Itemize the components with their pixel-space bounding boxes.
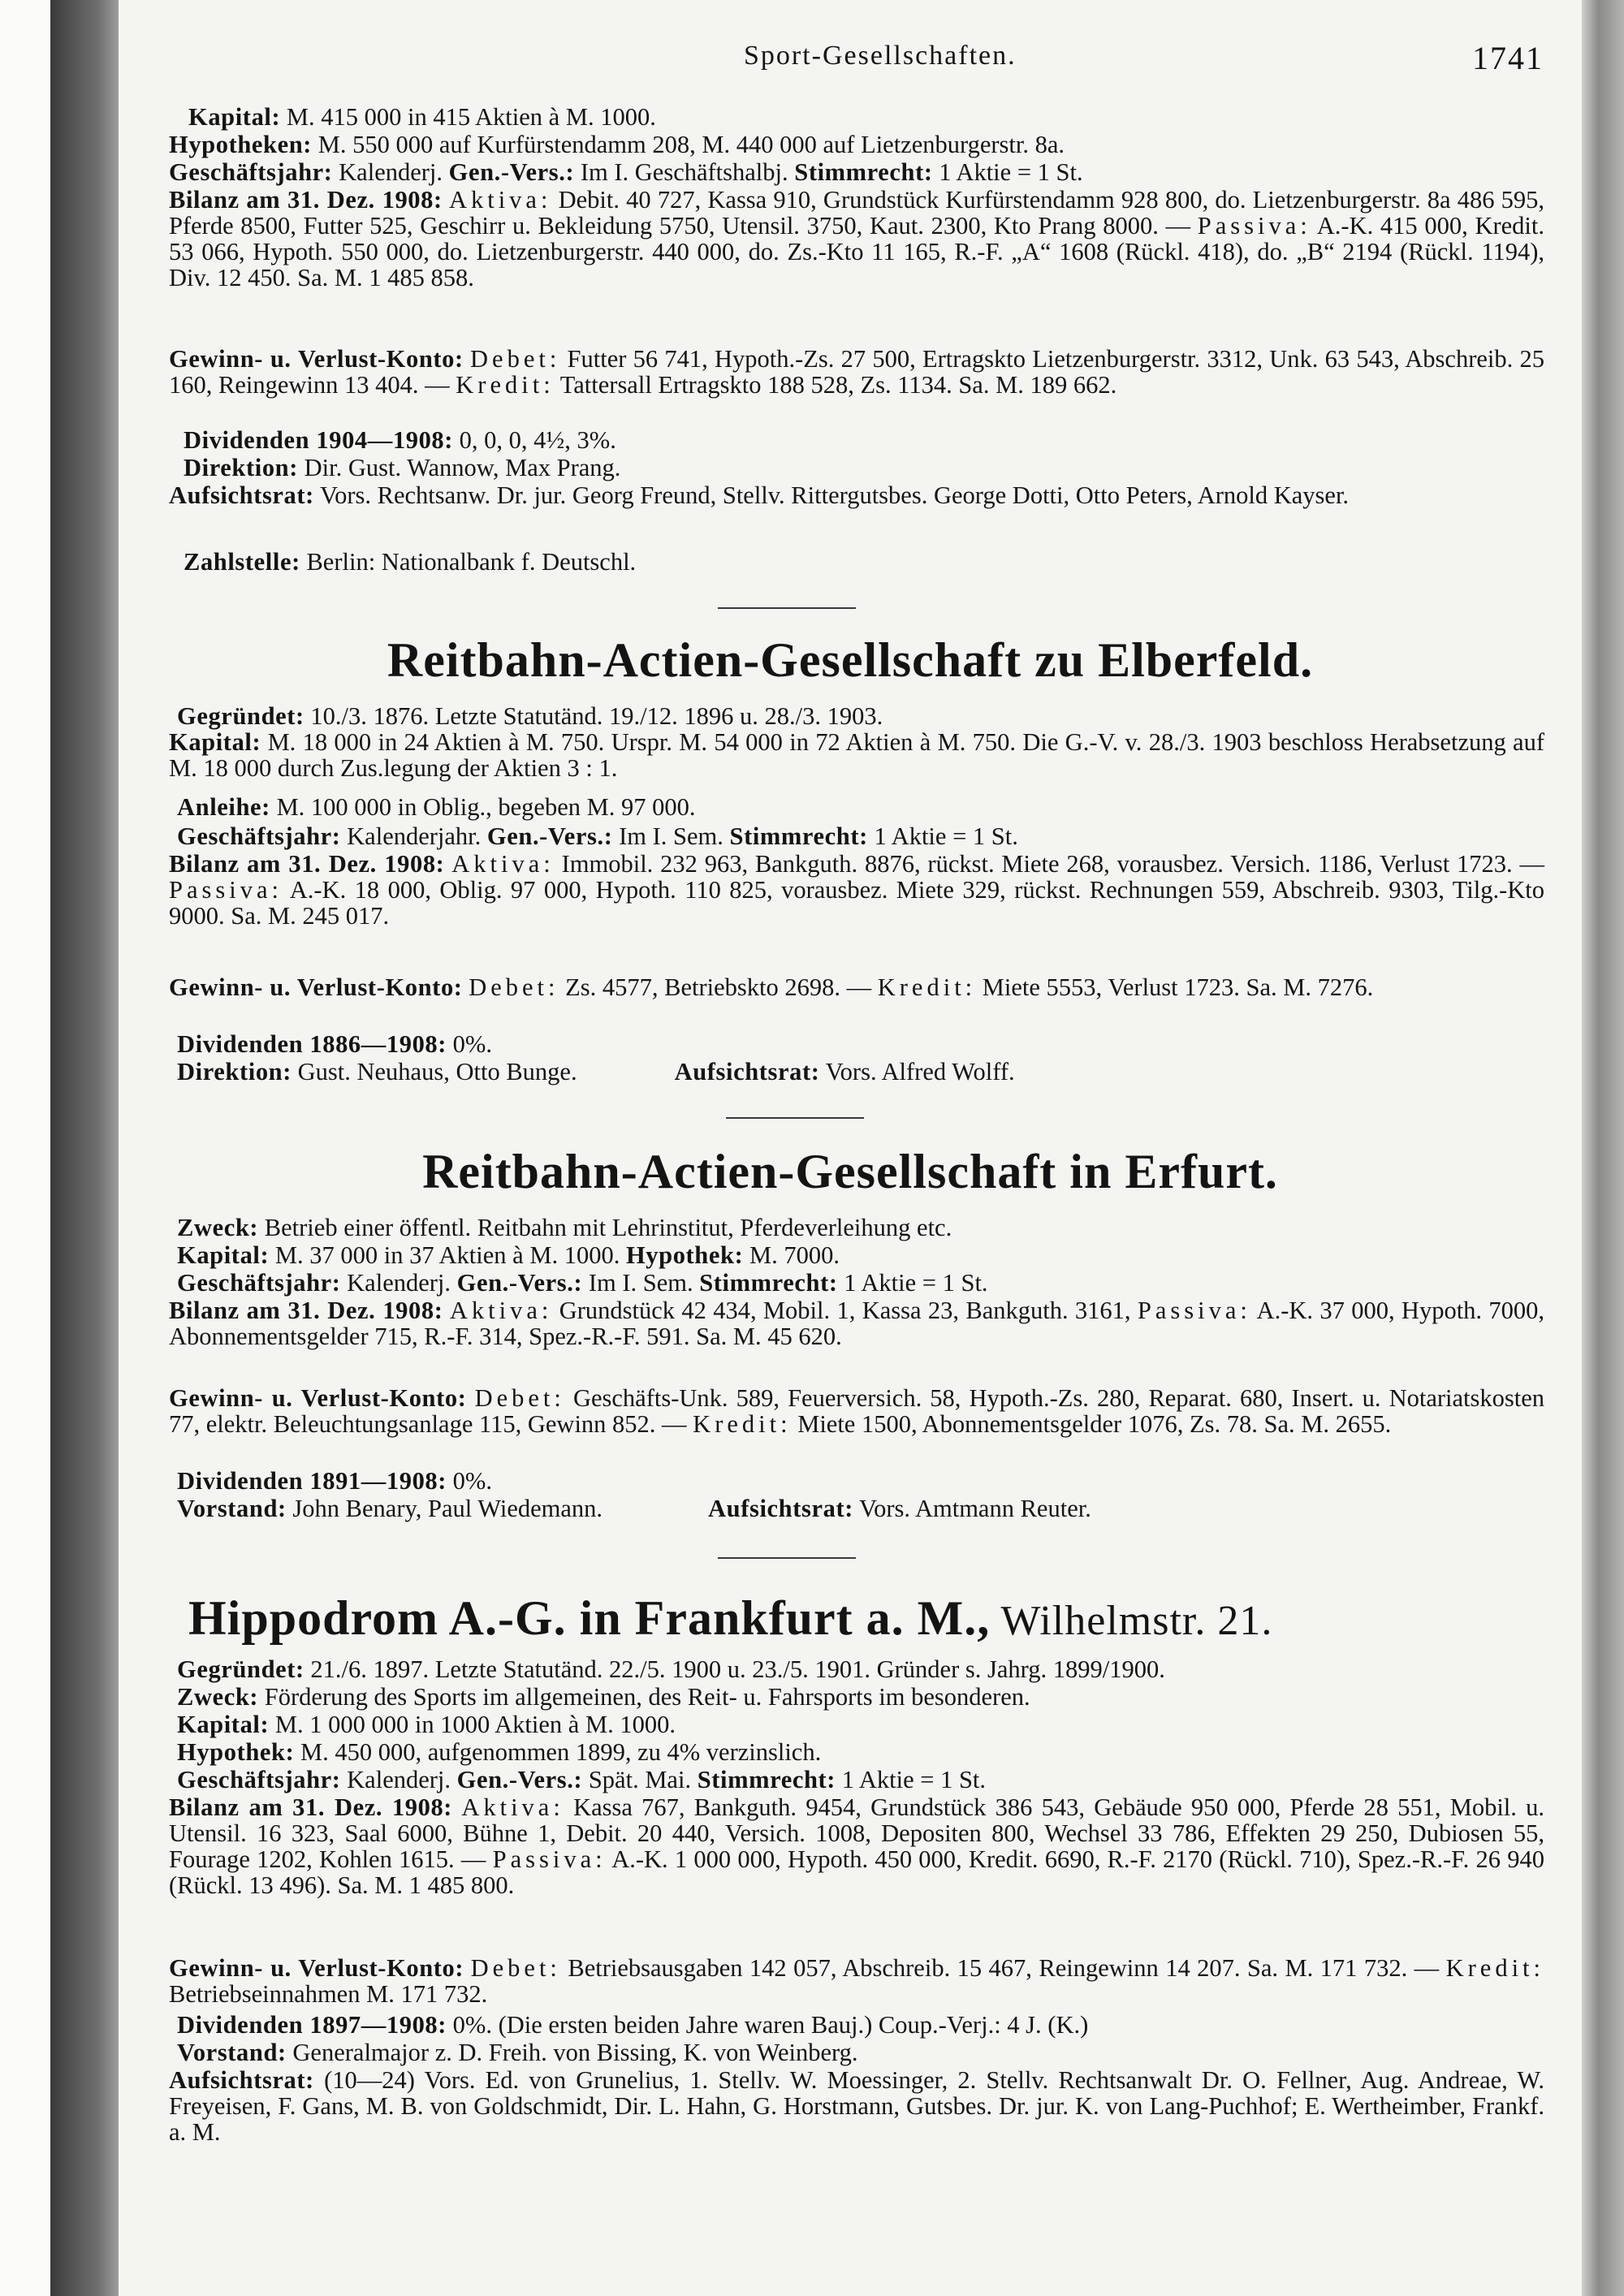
gen-vers-text: Im I. Sem. — [612, 822, 730, 850]
kapital-entry — [177, 1711, 1544, 1737]
aktiva-text: Grundstück 42 434, Mobil. 1, Kassa 23, Bankguth. 3161, — [552, 1297, 1138, 1324]
passiva-text: A.-K. 18 000, Oblig. 97 000, Hypoth. 110 825, vorausbez. Miete 329, rückst. Rechnungen 559, Abschreib. 9303, Tilg.-Kto 9000. Sa. M. 245 017. — [169, 876, 1544, 930]
gen-vers-text: Spät. Mai. — [582, 1766, 698, 1793]
kapital-label: Kapital: — [188, 103, 281, 131]
dividenden-entry — [177, 1031, 1544, 1057]
gewinn-entry — [169, 346, 1544, 398]
stimmrecht-text: 1 Aktie = 1 St. — [836, 1766, 987, 1793]
company-title-main: Hippodrom A.-G. in Frankfurt a. M., — [188, 1591, 991, 1645]
direktion-text: Gust. Neuhaus, Otto Bunge. — [292, 1058, 577, 1085]
hypothek-label: Hypothek: — [177, 1738, 295, 1766]
debet-label: Debet: — [470, 345, 561, 373]
geschaeftsjahr-entry — [169, 159, 1544, 185]
bilanz-label: Bilanz am 31. Dez. 1908: — [169, 850, 445, 878]
document-page — [119, 0, 1582, 2296]
dividenden-label: Dividenden 1886—1908: — [177, 1030, 447, 1058]
passiva-label: Passiva: — [492, 1845, 607, 1873]
gewinn-entry — [169, 1385, 1544, 1437]
dividenden-text: 0%. — [447, 1030, 492, 1058]
dividenden-text: 0%. (Die ersten beiden Jahre waren Bauj.) Coup.-Verj.: 4 J. (K.) — [447, 2011, 1089, 2039]
kredit-label: Kredit: — [1445, 1954, 1544, 1982]
kapital-text: M. 18 000 in 24 Aktien à M. 750. Urspr. M. 54 000 in 72 Aktien à M. 750. Die G.-V. v. 28./3. 1903 beschloss Herabsetzung auf M. 18 000 durch Zus.legung der Aktien 3 : 1. — [169, 728, 1544, 782]
vorstand-entry — [177, 1495, 1544, 1521]
hypothek-text: M. 7000. — [743, 1241, 840, 1269]
left-page-margin — [0, 0, 50, 2296]
vorstand-text: John Benary, Paul Wiedemann. — [286, 1495, 603, 1522]
zahlstelle-entry — [184, 549, 1544, 575]
zweck-text: Betrieb einer öffentl. Reitbahn mit Lehrinstitut, Pferdeverleihung etc. — [258, 1214, 952, 1241]
aufsichtsrat-text: Vors. Amtmann Reuter. — [853, 1495, 1091, 1522]
page-edge — [1582, 0, 1624, 2296]
stimmrecht-label: Stimmrecht: — [697, 1766, 836, 1793]
hypothek-text: M. 450 000, aufgenommen 1899, zu 4% verzinslich. — [294, 1738, 822, 1766]
company-title-erfurt: Reitbahn-Actien-Gesellschaft in Erfurt. — [422, 1145, 1278, 1198]
gegruendet-text: 10./3. 1876. Letzte Statutänd. 19./12. 1896 u. 28./3. 1903. — [304, 702, 883, 730]
kapital-entry — [177, 1242, 1544, 1268]
passiva-label: Passiva: — [169, 876, 283, 904]
gen-vers-text: Im I. Sem. — [582, 1269, 700, 1297]
gen-vers-label: Gen.-Vers.: — [486, 822, 613, 850]
zweck-label: Zweck: — [177, 1683, 259, 1711]
bilanz-entry — [169, 1794, 1544, 1898]
aufsichtsrat-entry — [169, 2067, 1544, 2145]
direktion-entry — [177, 1059, 1544, 1085]
company-address: Wilhelmstr. 21. — [990, 1598, 1273, 1644]
kapital-text: M. 1 000 000 in 1000 Aktien à M. 1000. — [269, 1711, 676, 1738]
geschaeftsjahr-label: Geschäftsjahr: — [177, 1766, 341, 1793]
section-divider — [718, 1557, 856, 1559]
direktion-text: Dir. Gust. Wannow, Max Prang. — [298, 454, 621, 481]
dividenden-entry — [184, 427, 1544, 453]
aufsichtsrat-text: (10—24) Vors. Ed. von Grunelius, 1. Stellv. W. Moessinger, 2. Stellv. Rechtsanwalt Dr. O. Fellner, Aug. Andreae, W. Freyeisen, F. Gans, M. B. von Goldschmidt, Dir. L. Hahn, G. Horstmann, Gutsbes. Dr. jur. K. von Lang-Puchhof; E. Wertheimber, Frankf. a. M. — [169, 2066, 1544, 2146]
section-divider — [726, 1117, 864, 1119]
gen-vers-text: Im I. Geschäftshalbj. — [574, 158, 795, 186]
zweck-entry — [177, 1215, 1544, 1241]
geschaeftsjahr-text: Kalenderj. — [332, 158, 449, 186]
vorstand-text: Generalmajor z. D. Freih. von Bissing, K. von Weinberg. — [286, 2039, 858, 2066]
anleihe-text: M. 100 000 in Oblig., begeben M. 97 000. — [270, 793, 696, 821]
zweck-text: Förderung des Sports im allgemeinen, des Reit- u. Fahrsports im besonderen. — [258, 1683, 1030, 1711]
kapital-label: Kapital: — [169, 728, 261, 756]
kredit-text: Miete 1500, Abonnementsgelder 1076, Zs. 78. Sa. M. 2655. — [791, 1410, 1392, 1438]
stimmrecht-label: Stimmrecht: — [699, 1269, 838, 1297]
debet-text: Zs. 4577, Betriebskto 2698. — — [559, 973, 878, 1001]
bilanz-label: Bilanz am 31. Dez. 1908: — [169, 1297, 443, 1324]
gewinn-entry — [169, 1955, 1544, 2007]
gen-vers-label: Gen.-Vers.: — [448, 158, 575, 186]
book-binding-shadow — [50, 0, 119, 2296]
dividenden-entry — [177, 1468, 1544, 1494]
debet-label: Debet: — [474, 1384, 565, 1412]
aufsichtsrat-entry — [169, 482, 1544, 508]
debet-text: Futter 56 741, Hypoth.-Zs. 27 500, Ertragskto Lietzenburgerstr. 3312, Unk. 63 543, Abschreib. 25 160, Reingewinn 13 404. — — [169, 345, 1544, 399]
kredit-label: Kredit: — [877, 973, 977, 1001]
aktiva-text: Immobil. 232 963, Bankguth. 8876, rückst. Miete 268, vorausbez. Versich. 1186, Verlust 1723. — — [554, 850, 1545, 878]
passiva-label: Passiva: — [1197, 212, 1311, 240]
passiva-text: A.-K. 1 000 000, Hypoth. 450 000, Kredit. 6690, R.-F. 2170 (Rückl. 710), Spez.-R.-F. 26 940 (Rückl. 13 496). Sa. M. 1 485 800. — [169, 1845, 1544, 1899]
section-divider — [718, 607, 856, 609]
debet-text: Betriebsausgaben 142 057, Abschreib. 15 467, Reingewinn 14 207. Sa. M. 171 732. — — [560, 1954, 1446, 1982]
debet-label: Debet: — [470, 1954, 561, 1982]
kapital-text: M. 415 000 in 415 Aktien à M. 1000. — [280, 103, 656, 131]
gewinn-label: Gewinn- u. Verlust-Konto: — [169, 345, 464, 373]
gewinn-label: Gewinn- u. Verlust-Konto: — [169, 973, 463, 1001]
gegruendet-label: Gegründet: — [177, 702, 304, 730]
kredit-text: Miete 5553, Verlust 1723. Sa. M. 7276. — [976, 973, 1374, 1001]
kapital-label: Kapital: — [177, 1241, 270, 1269]
aktiva-text: Kassa 767, Bankguth. 9454, Grundstück 386 543, Gebäude 950 000, Pferde 28 551, Mobil. u. Utensil. 16 323, Saal 6000, Bühne 1, Debit. 20 440, Versich. 1008, Depositen 800, Wechsel 33 786, Effekten 29 250, Dubiosen 55, Fourage 1202, Kohlen 1615. — — [169, 1793, 1545, 1873]
kredit-text: Betriebseinnahmen M. 171 732. — [169, 1980, 488, 2008]
bilanz-label: Bilanz am 31. Dez. 1908: — [169, 186, 443, 214]
aufsichtsrat-label: Aufsichtsrat: — [674, 1058, 820, 1085]
vorstand-entry — [177, 2039, 1544, 2065]
geschaeftsjahr-entry — [177, 823, 1544, 849]
aufsichtsrat-label: Aufsichtsrat: — [169, 2066, 314, 2094]
geschaeftsjahr-label: Geschäftsjahr: — [169, 158, 333, 186]
aktiva-label: Aktiva: — [451, 850, 555, 878]
aktiva-label: Aktiva: — [449, 1297, 553, 1324]
company-title-elberfeld: Reitbahn-Actien-Gesellschaft zu Elberfeld. — [387, 633, 1314, 687]
stimmrecht-text: 1 Aktie = 1 St. — [932, 158, 1083, 186]
aufsichtsrat-label: Aufsichtsrat: — [708, 1495, 853, 1522]
zweck-label: Zweck: — [177, 1214, 259, 1241]
vorstand-label: Vorstand: — [177, 2039, 287, 2066]
dividenden-text: 0, 0, 0, 4½, 3%. — [453, 426, 616, 454]
debet-label: Debet: — [469, 973, 559, 1001]
hypotheken-entry — [169, 132, 1544, 158]
dividenden-entry — [177, 2012, 1544, 2038]
aufsichtsrat-text: Vors. Rechtsanw. Dr. jur. Georg Freund, Stellv. Rittergutsbes. George Dotti, Otto Peters, Arnold Kayser. — [313, 481, 1350, 509]
direktion-entry — [184, 455, 1544, 481]
dividenden-label: Dividenden 1897—1908: — [177, 2011, 447, 2039]
aktiva-label: Aktiva: — [461, 1793, 564, 1821]
anleihe-label: Anleihe: — [177, 793, 270, 821]
dividenden-label: Dividenden 1904—1908: — [184, 426, 454, 454]
zweck-entry — [177, 1684, 1544, 1710]
anleihe-entry — [177, 794, 1544, 820]
hypotheken-label: Hypotheken: — [169, 131, 313, 158]
aktiva-text: Debit. 40 727, Kassa 910, Grundstück Kurfürstendamm 928 800, do. Lietzenburgerstr. 8a 486 595, Pferde 8500, Futter 525, Geschirr u. Bekleidung 5750, Utensil. 3750, Kaut. 2300, Kto Prang 8000. — — [169, 186, 1545, 240]
stimmrecht-label: Stimmrecht: — [729, 822, 868, 850]
gewinn-label: Gewinn- u. Verlust-Konto: — [169, 1384, 467, 1412]
geschaeftsjahr-text: Kalenderj. — [340, 1766, 457, 1793]
geschaeftsjahr-entry — [177, 1270, 1544, 1296]
bilanz-label: Bilanz am 31. Dez. 1908: — [169, 1793, 453, 1821]
gegruendet-label: Gegründet: — [177, 1655, 304, 1683]
passiva-text: A.-K. 415 000, Kredit. 53 066, Hypoth. 550 000, do. Lietzenburgerstr. 440 000, do. Zs.-Kto 11 165, R.-F. „A“ 1608 (Rückl. 418), do. „B“ 2194 (Rückl. 1194), Div. 12 450. Sa. M. 1 485 858. — [169, 212, 1544, 291]
direktion-label: Direktion: — [184, 454, 298, 481]
gewinn-entry — [169, 974, 1544, 1000]
zahlstelle-text: Berlin: Nationalbank f. Deutschl. — [300, 548, 637, 576]
geschaeftsjahr-text: Kalenderjahr. — [340, 822, 487, 850]
kapital-entry — [169, 729, 1544, 781]
gewinn-label: Gewinn- u. Verlust-Konto: — [169, 1954, 464, 1982]
gegruendet-text: 21./6. 1897. Letzte Statutänd. 22./5. 1900 u. 23./5. 1901. Gründer s. Jahrg. 1899/1900. — [304, 1655, 1165, 1683]
direktion-label: Direktion: — [177, 1058, 292, 1085]
kapital-label: Kapital: — [177, 1711, 270, 1738]
dividenden-text: 0%. — [447, 1467, 492, 1495]
hypothek-label: Hypothek: — [625, 1241, 744, 1269]
gen-vers-label: Gen.-Vers.: — [456, 1766, 583, 1793]
running-title: Sport-Gesellschaften. — [744, 41, 1017, 71]
stimmrecht-text: 1 Aktie = 1 St. — [867, 822, 1018, 850]
geschaeftsjahr-label: Geschäftsjahr: — [177, 822, 341, 850]
hypotheken-text: M. 550 000 auf Kurfürstendamm 208, M. 440 000 auf Lietzenburgerstr. 8a. — [312, 131, 1065, 158]
bilanz-entry — [169, 187, 1544, 291]
aktiva-label: Aktiva: — [448, 186, 552, 214]
dividenden-label: Dividenden 1891—1908: — [177, 1467, 447, 1495]
kredit-label: Kredit: — [693, 1410, 792, 1438]
kapital-text: M. 37 000 in 37 Aktien à M. 1000. — [269, 1241, 626, 1269]
kapital-entry — [188, 104, 1544, 130]
vorstand-label: Vorstand: — [177, 1495, 287, 1522]
stimmrecht-text: 1 Aktie = 1 St. — [837, 1269, 988, 1297]
page-number: 1741 — [1472, 40, 1544, 76]
company-title-hippodrom — [188, 1591, 1544, 1648]
hypothek-entry — [177, 1739, 1544, 1765]
passiva-text: A.-K. 37 000, Hypoth. 7000, Abonnementsgelder 715, R.-F. 314, Spez.-R.-F. 591. Sa. M. 45 620. — [169, 1297, 1545, 1350]
aufsichtsrat-label: Aufsichtsrat: — [169, 481, 314, 509]
passiva-label: Passiva: — [1137, 1297, 1251, 1324]
gegruendet-entry — [177, 1656, 1544, 1682]
gegruendet-entry — [177, 703, 1544, 729]
geschaeftsjahr-text: Kalenderj. — [340, 1269, 457, 1297]
kredit-text: Tattersall Ertragskto 188 528, Zs. 1134. Sa. M. 189 662. — [554, 371, 1117, 399]
kredit-label: Kredit: — [456, 371, 555, 399]
bilanz-entry — [169, 1297, 1544, 1349]
debet-text: Geschäfts-Unk. 589, Feuerversich. 58, Hypoth.-Zs. 280, Reparat. 680, Insert. u. Notariatskosten 77, elektr. Beleuchtungsanlage 115, Gewinn 852. — — [169, 1384, 1544, 1438]
zahlstelle-label: Zahlstelle: — [184, 548, 300, 576]
geschaeftsjahr-label: Geschäftsjahr: — [177, 1269, 341, 1297]
stimmrecht-label: Stimmrecht: — [794, 158, 933, 186]
aufsichtsrat-text: Vors. Alfred Wolff. — [819, 1058, 1015, 1085]
gen-vers-label: Gen.-Vers.: — [456, 1269, 583, 1297]
geschaeftsjahr-entry — [177, 1767, 1544, 1793]
bilanz-entry — [169, 851, 1544, 929]
